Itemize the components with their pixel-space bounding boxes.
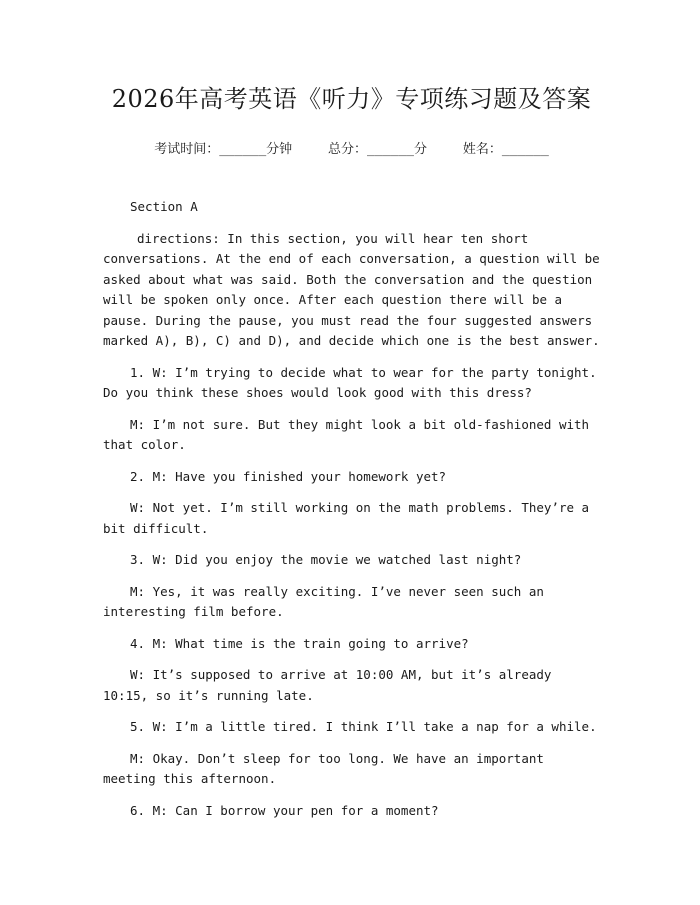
- conversation-line: M: Okay. Don’t sleep for too long. We have an important meeting this afternoon.: [103, 750, 544, 786]
- exam-info: [103, 138, 600, 157]
- conversation-line: 2. M: Have you finished your homework yet?: [130, 468, 447, 484]
- exam-time: 考试时间：______分钟: [154, 142, 293, 157]
- conversation-line: W: Not yet. I’m still working on the math problems. They’re a bit difficult.: [103, 500, 590, 536]
- conversation-line: 5. W: I’m a little tired. I think I’ll take a nap for a while.: [130, 719, 597, 734]
- conversation-line: W: It’s supposed to arrive at 10:00 AM, but it’s already 10:15, so it’s running late.: [103, 667, 552, 703]
- conversation-line: M: I’m not sure. But they might look a bit old-fashioned with that color.: [103, 416, 590, 452]
- conversation-line: 3. W: Did you enjoy the movie we watched last night?: [130, 552, 522, 567]
- exam-score: 总分：______分: [328, 142, 427, 157]
- document-title: 2026年高考英语《听力》专项练习题及答案: [111, 85, 592, 113]
- conversation-line: 1. W: I’m trying to decide what to wear for the party tonight. Do you think these shoes would look good with this dress?: [103, 364, 597, 400]
- section-heading: Section A: [130, 199, 198, 214]
- conversation-line: 6. M: Can I borrow your pen for a moment?: [130, 802, 439, 818]
- directions-text: directions: In this section, you will hear ten short conversations. At the end of each conversation, a question will be asked about what was said. Both the conversation and the question will be spoken only once. After each question there will be a pause. During the pause, you must read the four suggested answers marked A), B), C) and D), and decide which one is the best answer.: [103, 230, 600, 348]
- exam-name: 姓名：______: [462, 142, 549, 157]
- conversation-line: M: Yes, it was really exciting. I’ve never seen such an interesting film before.: [103, 583, 544, 619]
- conversation-line: 4. M: What time is the train going to arrive?: [130, 635, 469, 651]
